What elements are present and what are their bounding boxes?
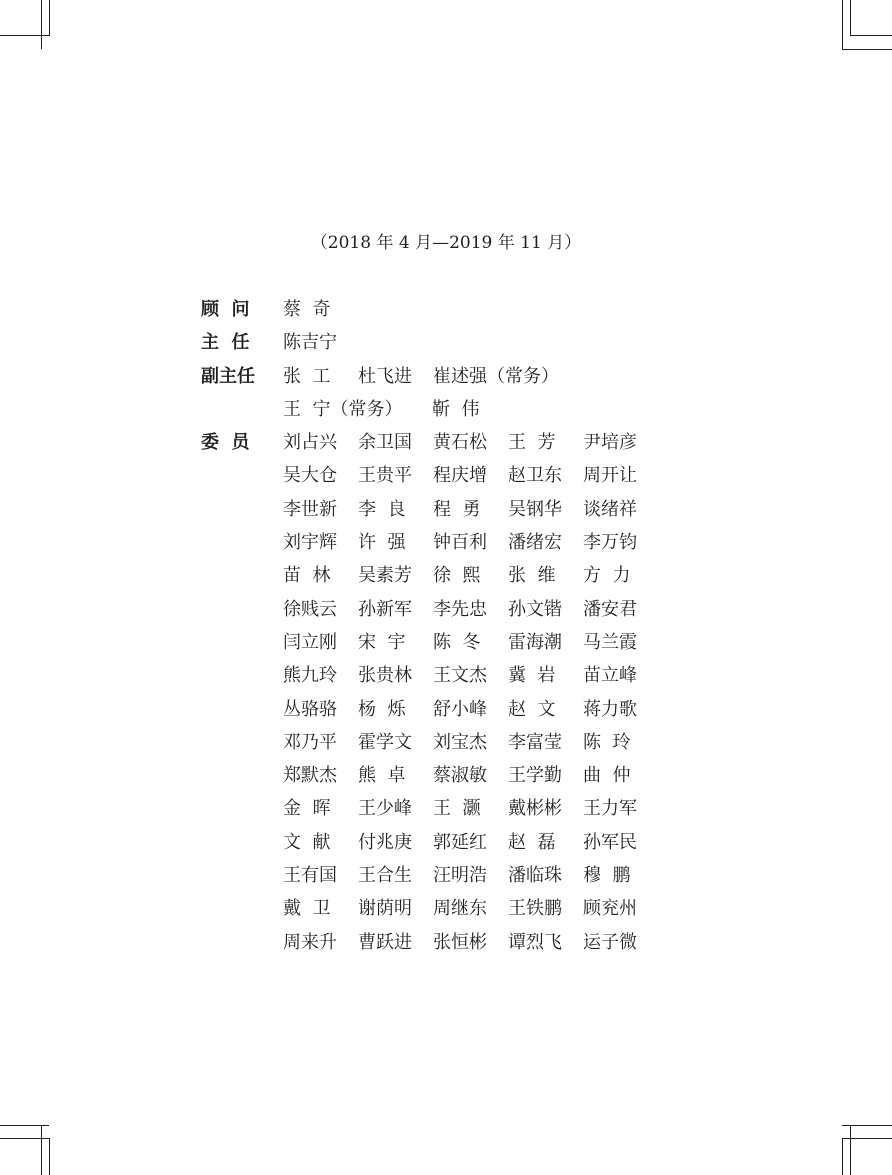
member-name: 闫立刚	[283, 631, 337, 653]
member-row	[201, 826, 658, 859]
committee-roster	[201, 293, 658, 959]
member-name: 谈绪祥	[583, 498, 637, 520]
deputy-row-2	[201, 393, 658, 426]
member-name: 刘占兴	[283, 432, 337, 454]
member-name: 余卫国	[358, 432, 412, 454]
member-name: 运子微	[583, 931, 637, 953]
member-name: 熊 卓	[358, 765, 406, 787]
deputy-name: 崔述强（常务）	[433, 365, 559, 387]
member-name: 王贵平	[358, 465, 412, 487]
member-name: 许 强	[358, 532, 406, 554]
member-name: 钟百利	[433, 532, 487, 554]
member-name: 苗立峰	[583, 665, 637, 687]
member-row	[201, 859, 658, 892]
member-name: 孙新军	[358, 598, 412, 620]
member-name: 吴素芳	[358, 565, 412, 587]
member-name: 吴大仓	[283, 465, 337, 487]
member-name: 谭烈飞	[508, 931, 562, 953]
director-row	[201, 326, 658, 359]
member-name: 孙文锴	[508, 598, 562, 620]
member-name: 付兆庚	[358, 831, 412, 853]
member-name: 雷海潮	[508, 631, 562, 653]
deputy-row-1	[201, 360, 658, 393]
member-row	[201, 593, 658, 626]
member-name: 顾兖州	[583, 898, 637, 920]
member-name: 王力军	[583, 798, 637, 820]
member-name: 郭延红	[433, 831, 487, 853]
member-row	[201, 726, 658, 759]
member-name: 陈 冬	[433, 631, 481, 653]
deputy-name: 杜飞进	[358, 365, 412, 387]
member-name: 孙军民	[583, 831, 637, 853]
member-name: 吴钢华	[508, 498, 562, 520]
member-name: 曹跃进	[358, 931, 412, 953]
member-name: 谢荫明	[358, 898, 412, 920]
member-row	[201, 559, 658, 592]
member-name: 程庆增	[433, 465, 487, 487]
member-name: 戴彬彬	[508, 798, 562, 820]
member-name: 熊九玲	[283, 665, 337, 687]
member-name: 蒋力歌	[583, 698, 637, 720]
member-name: 汪明浩	[433, 865, 487, 887]
member-name: 李 良	[358, 498, 406, 520]
member-row	[201, 526, 658, 559]
member-name: 张 维	[508, 565, 556, 587]
member-name: 冀 岩	[508, 665, 556, 687]
crop-mark-bottom-left-v	[41, 1125, 42, 1175]
member-name: 曲 仲	[583, 765, 631, 787]
member-name: 王有国	[283, 865, 337, 887]
member-name: 王少峰	[358, 798, 412, 820]
member-name: 马兰霞	[583, 631, 637, 653]
advisor-label: 顾 问	[201, 299, 250, 320]
member-name: 王 灏	[433, 798, 481, 820]
member-name: 潘绪宏	[508, 532, 562, 554]
crop-mark-bottom-right-v	[850, 1125, 851, 1175]
crop-mark-bottom-left-h2	[0, 1138, 49, 1139]
members-block	[201, 426, 658, 959]
member-name: 张贵林	[358, 665, 412, 687]
member-name: 赵卫东	[508, 465, 562, 487]
members-label: 委 员	[201, 432, 250, 454]
member-name: 王合生	[358, 865, 412, 887]
member-name: 张恒彬	[433, 931, 487, 953]
crop-mark-top-right-v2	[850, 0, 851, 36]
member-row	[201, 626, 658, 659]
member-name: 赵 磊	[508, 831, 556, 853]
member-name: 周开让	[583, 465, 637, 487]
director-name: 陈吉宁	[283, 332, 337, 354]
deputy-name: 王 宁（常务）	[283, 398, 403, 420]
crop-mark-top-right-h	[842, 49, 892, 50]
member-name: 金 晖	[283, 798, 331, 820]
member-name: 穆 鹏	[583, 865, 631, 887]
member-row	[201, 459, 658, 492]
deputy-label: 副主任	[201, 365, 255, 387]
member-name: 霍学文	[358, 731, 412, 753]
member-name: 黄石松	[433, 432, 487, 454]
member-name: 李世新	[283, 498, 337, 520]
deputy-name: 张 工	[283, 365, 331, 387]
crop-mark-top-left-v	[41, 0, 42, 49]
member-name: 李万钧	[583, 532, 637, 554]
crop-mark-top-left-v2	[49, 0, 50, 36]
member-name: 蔡淑敏	[433, 765, 487, 787]
member-name: 陈 玲	[583, 731, 631, 753]
member-name: 刘宇辉	[283, 532, 337, 554]
member-row	[201, 926, 658, 959]
member-name: 方 力	[583, 565, 631, 587]
advisor-name: 蔡 奇	[283, 299, 331, 320]
crop-mark-top-left-h	[0, 35, 49, 36]
member-name: 刘宝杰	[433, 731, 487, 753]
member-row	[201, 792, 658, 825]
member-name: 周继东	[433, 898, 487, 920]
member-name: 李富莹	[508, 731, 562, 753]
member-name: 宋 宇	[358, 631, 406, 653]
member-row	[201, 892, 658, 925]
member-name: 王 芳	[508, 432, 556, 454]
member-row	[201, 693, 658, 726]
member-name: 赵 文	[508, 698, 556, 720]
member-name: 王文杰	[433, 665, 487, 687]
member-name: 李先忠	[433, 598, 487, 620]
crop-mark-top-right-h2	[850, 35, 892, 36]
member-name: 舒小峰	[433, 698, 487, 720]
member-name: 苗 林	[283, 565, 331, 587]
member-name: 程 勇	[433, 498, 481, 520]
member-name: 杨 烁	[358, 698, 406, 720]
member-name: 尹培彦	[583, 432, 637, 454]
member-row	[201, 426, 658, 459]
member-name: 潘安君	[583, 598, 637, 620]
crop-mark-bottom-right-h2	[842, 1138, 892, 1139]
member-name: 丛骆骆	[283, 698, 337, 720]
deputy-name: 靳 伟	[432, 398, 480, 420]
member-name: 徐 熙	[433, 565, 481, 587]
member-row	[201, 659, 658, 692]
member-name: 潘临珠	[508, 865, 562, 887]
member-row	[201, 759, 658, 792]
crop-mark-top-right-v	[842, 0, 843, 49]
member-name: 王铁鹏	[508, 898, 562, 920]
director-label: 主 任	[201, 332, 250, 354]
member-name: 戴 卫	[283, 898, 331, 920]
crop-mark-bottom-left-v2	[49, 1138, 50, 1175]
date-range: （2018 年 4 月—2019 年 11 月）	[310, 233, 582, 253]
member-name: 邓乃平	[283, 731, 337, 753]
member-name: 文 献	[283, 831, 331, 853]
member-name: 王学勤	[508, 765, 562, 787]
member-row	[201, 493, 658, 526]
member-name: 徐贱云	[283, 598, 337, 620]
advisor-row	[201, 293, 658, 326]
member-name: 郑默杰	[283, 765, 337, 787]
member-name: 周来升	[283, 931, 337, 953]
crop-mark-bottom-right-v2	[842, 1138, 843, 1175]
